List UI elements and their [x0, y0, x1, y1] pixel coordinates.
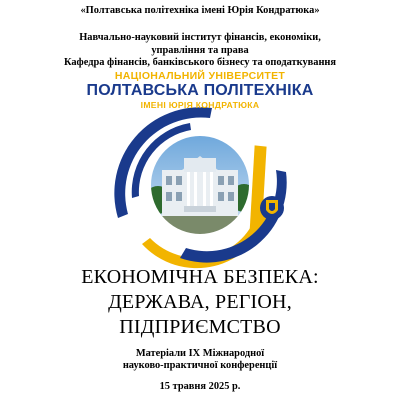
logo-national-university: НАЦІОНАЛЬНИЙ УНІВЕРСИТЕТ — [114, 70, 286, 82]
university-name: «Полтавська політехніка імені Юрія Кондратюка» — [80, 5, 320, 16]
department-name: Кафедра фінансів, банківського бізнесу та оподаткування — [63, 57, 337, 68]
materials-line-2: науково-практичної конференції — [122, 360, 278, 371]
conference-date: 15 травня 2025 р. — [159, 381, 241, 392]
materials-line-1: Матеріали IX Міжнародної — [135, 348, 265, 359]
shield-icon — [260, 196, 284, 220]
main-title-line-3: ПІДПРИЄМСТВО — [119, 316, 281, 338]
building-photo — [144, 135, 258, 236]
institute-line-1: Навчально-науковий інститут фінансів, економіки, — [79, 32, 321, 43]
institute-line-2: управління та права — [151, 45, 249, 56]
main-title-line-1: ЕКОНОМІЧНА БЕЗПЕКА: — [81, 266, 319, 288]
main-title-line-2: ДЕРЖАВА, РЕГІОН, — [108, 291, 292, 313]
logo-named-after: ІМЕНІ ЮРІЯ КОНДРАТЮКА — [140, 100, 260, 110]
logo-poltava-polytechnic: ПОЛТАВСЬКА ПОЛІТЕХНІКА — [86, 82, 314, 99]
